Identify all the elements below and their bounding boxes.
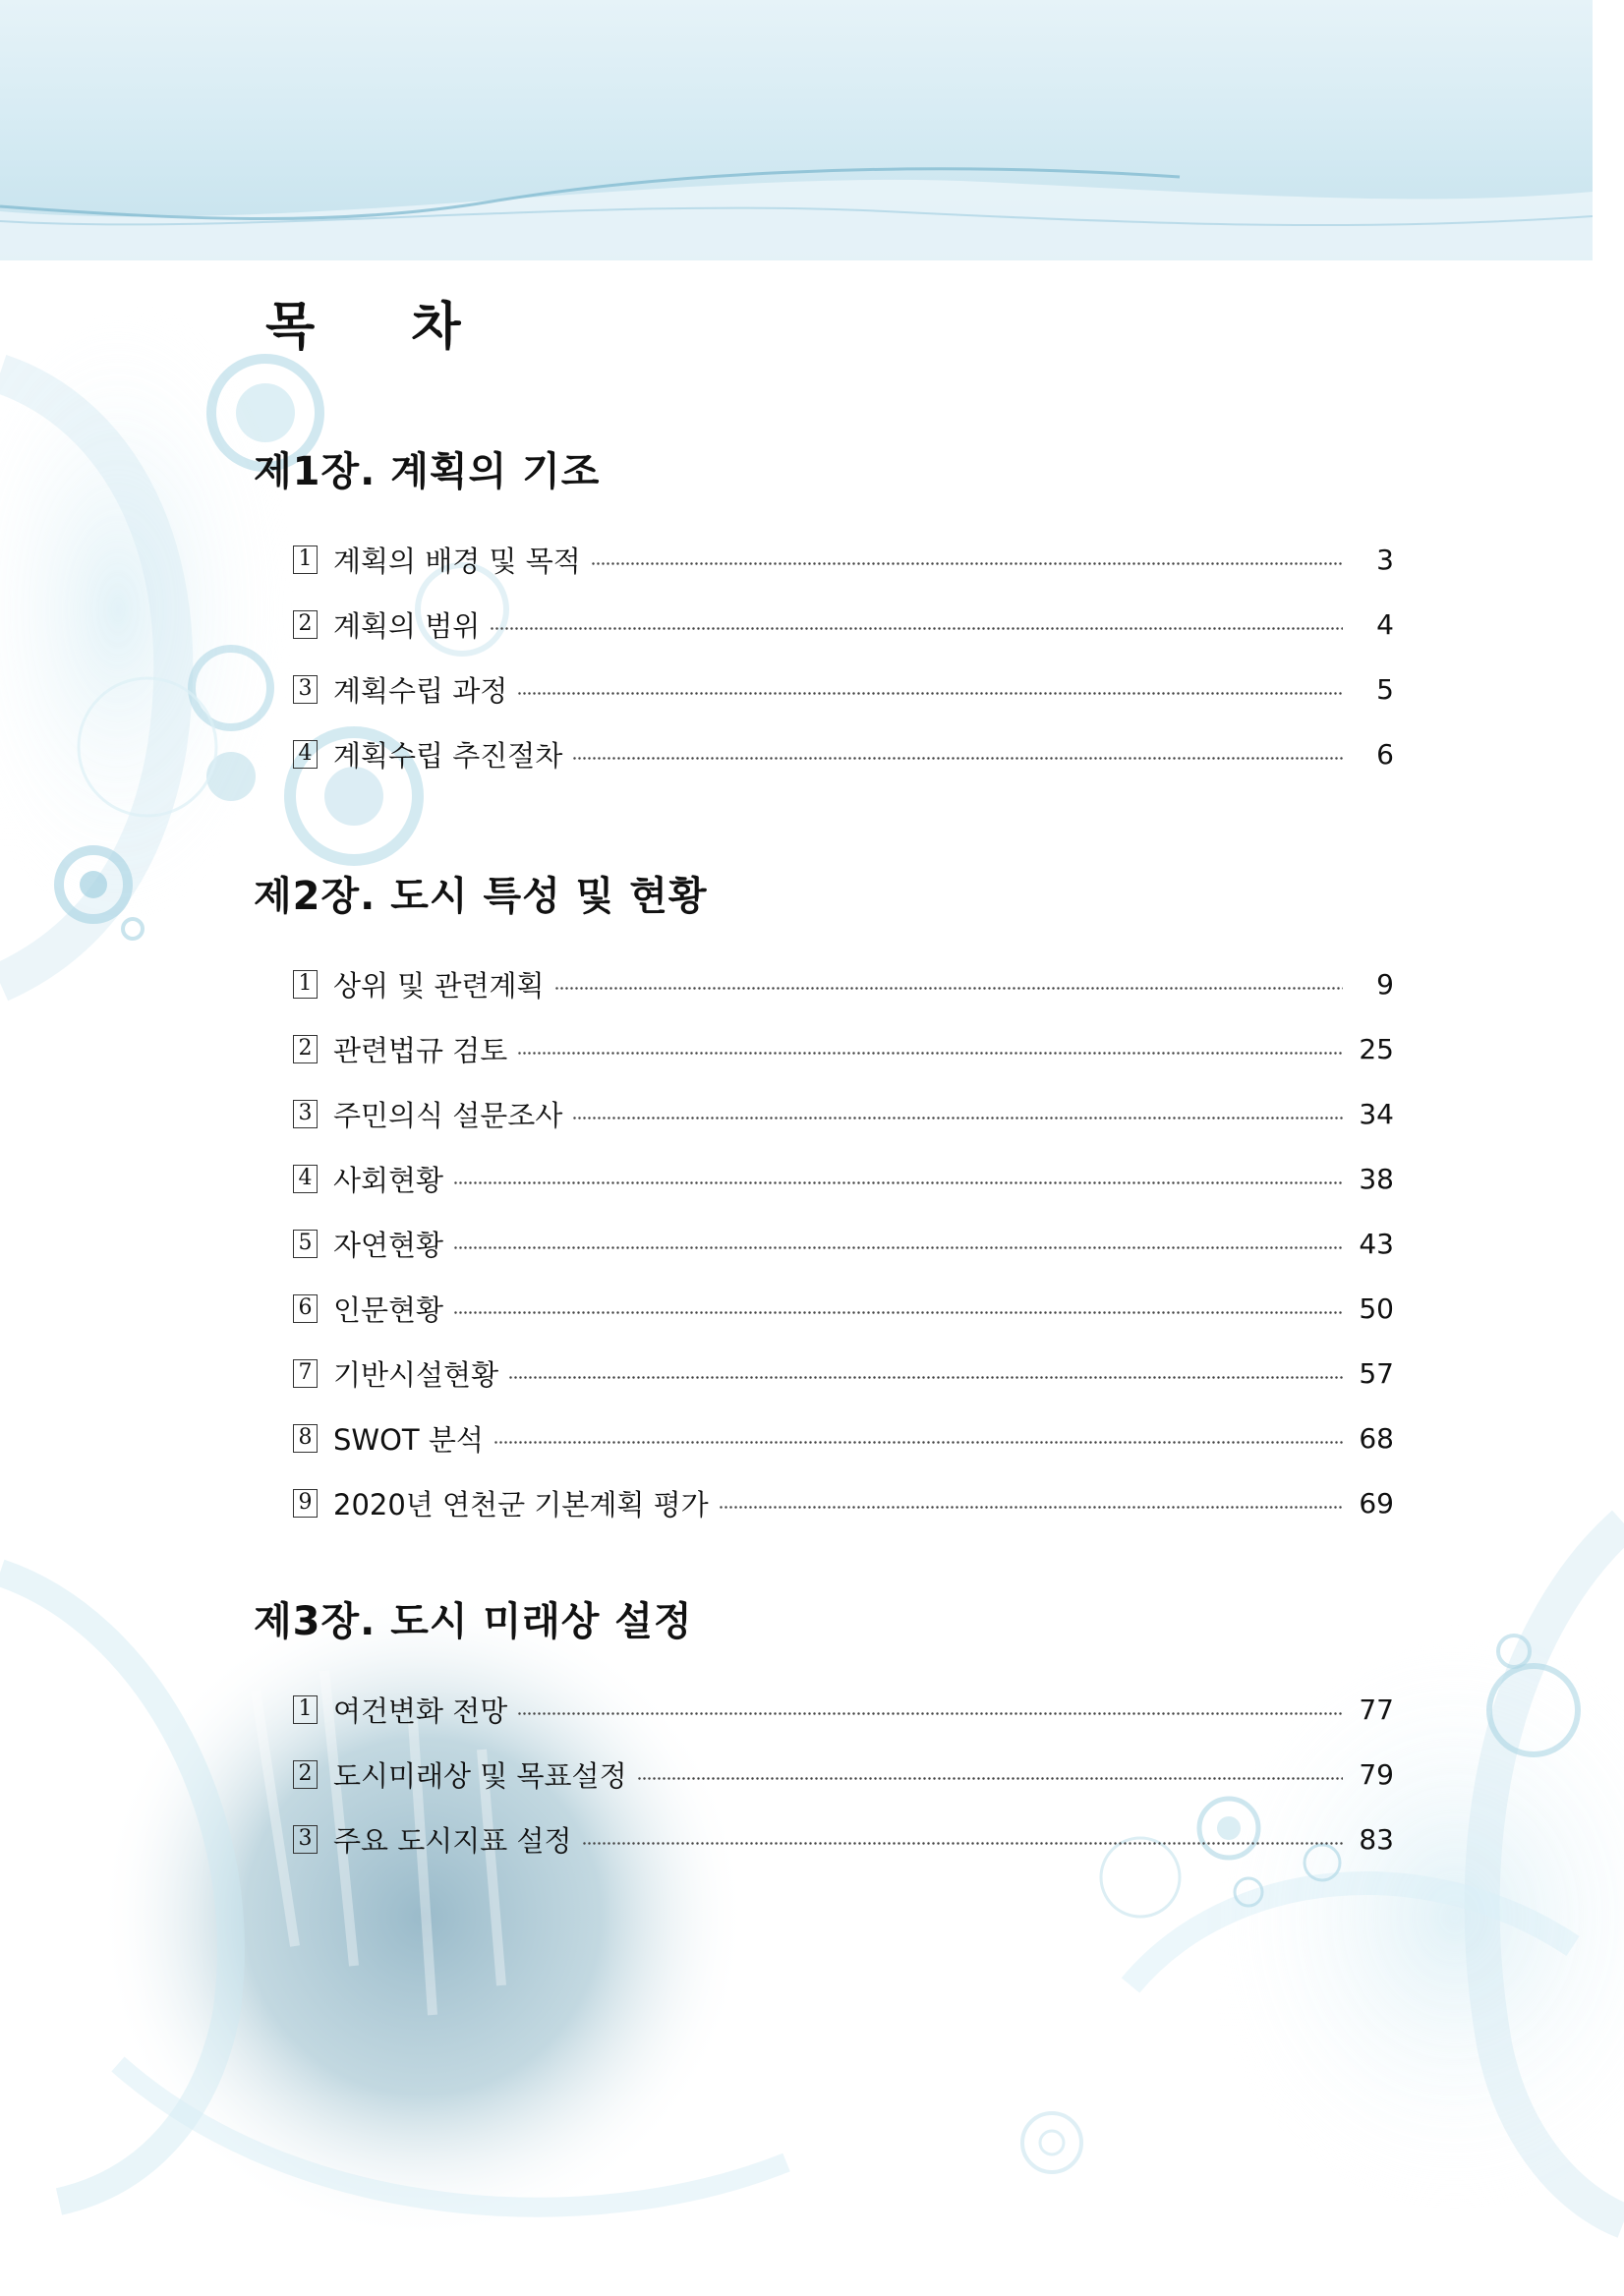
item-number-box: 2 xyxy=(293,1035,318,1063)
item-number-box: 8 xyxy=(293,1424,318,1453)
item-number-box: 7 xyxy=(293,1359,318,1388)
toc-entry[interactable] xyxy=(293,657,1394,721)
toc-entry[interactable] xyxy=(293,592,1394,657)
toc-entry-label: 인문현황 xyxy=(333,1292,444,1327)
dot-leader xyxy=(453,1246,1343,1249)
chapter-title: 제1장. 계획의 기조 xyxy=(254,449,601,494)
toc-entry-page: 50 xyxy=(1359,1292,1394,1325)
toc-entry[interactable] xyxy=(293,1807,1394,1871)
toc-entry-label: 주민의식 설문조사 xyxy=(333,1098,563,1132)
dot-leader xyxy=(719,1506,1343,1509)
toc-entry-label: 관련법규 검토 xyxy=(333,1033,508,1067)
dot-leader xyxy=(517,692,1343,695)
dot-leader xyxy=(453,1311,1343,1314)
toc-entry-page: 69 xyxy=(1359,1486,1394,1520)
toc-entry[interactable] xyxy=(293,1081,1394,1146)
item-number-box: 9 xyxy=(293,1489,318,1518)
toc-entry-page: 83 xyxy=(1359,1822,1394,1856)
dot-leader xyxy=(591,562,1343,565)
toc-entry-page: 5 xyxy=(1376,672,1394,706)
toc-entry-label: 상위 및 관련계획 xyxy=(333,968,545,1003)
toc-entry-page: 79 xyxy=(1359,1757,1394,1791)
toc-entry-page: 57 xyxy=(1359,1356,1394,1390)
toc-entry-label: 도시미래상 및 목표설정 xyxy=(333,1758,627,1793)
dot-leader xyxy=(572,757,1343,760)
toc-entry-page: 43 xyxy=(1359,1227,1394,1260)
item-number-box: 3 xyxy=(293,1825,318,1854)
toc-entry[interactable] xyxy=(293,527,1394,592)
item-number-box: 3 xyxy=(293,675,318,704)
chapter-1 xyxy=(254,442,1394,786)
toc-entry-page: 3 xyxy=(1376,543,1394,576)
item-number-box: 4 xyxy=(293,740,318,769)
toc-entry-label: 2020년 연천군 기본계획 평가 xyxy=(333,1487,709,1521)
item-number-box: 1 xyxy=(293,1695,318,1724)
toc-entry[interactable] xyxy=(293,1276,1394,1341)
dot-leader xyxy=(453,1181,1343,1184)
toc-entry-page: 6 xyxy=(1376,737,1394,771)
toc-entry-page: 34 xyxy=(1359,1097,1394,1130)
toc-entry-label: 계획의 범위 xyxy=(333,608,481,643)
toc-entry[interactable] xyxy=(293,1146,1394,1211)
toc-entry-label: SWOT 분석 xyxy=(333,1422,484,1457)
dot-leader xyxy=(517,1712,1343,1715)
toc-entry-page: 4 xyxy=(1376,607,1394,641)
chapter-2 xyxy=(254,867,1394,1535)
item-number-box: 3 xyxy=(293,1100,318,1128)
toc-entry-label: 여건변화 전망 xyxy=(333,1693,508,1728)
toc-entry-page: 68 xyxy=(1359,1421,1394,1455)
dot-leader xyxy=(582,1842,1343,1845)
item-number-box: 5 xyxy=(293,1230,318,1258)
toc-entry-label: 계획수립 추진절차 xyxy=(333,738,563,773)
toc-entry[interactable] xyxy=(293,1677,1394,1742)
dot-leader xyxy=(508,1376,1343,1379)
item-number-box: 2 xyxy=(293,610,318,639)
toc-entry[interactable] xyxy=(293,951,1394,1016)
toc-entry-label: 자연현황 xyxy=(333,1228,444,1262)
dot-leader xyxy=(572,1117,1343,1119)
toc-entry-page: 9 xyxy=(1376,967,1394,1001)
toc-entry-label: 계획수립 과정 xyxy=(333,673,508,708)
toc-entry[interactable] xyxy=(293,1211,1394,1276)
toc-entry-label: 주요 도시지표 설정 xyxy=(333,1823,572,1858)
chapter-title: 제2장. 도시 특성 및 현황 xyxy=(254,874,708,919)
chapter-title: 제3장. 도시 미래상 설정 xyxy=(254,1599,693,1644)
toc-entry-page: 77 xyxy=(1359,1693,1394,1726)
toc-entry[interactable] xyxy=(293,1742,1394,1807)
toc-entry-label: 사회현황 xyxy=(333,1163,444,1197)
toc-entry[interactable] xyxy=(293,1341,1394,1406)
toc-entry-page: 38 xyxy=(1359,1162,1394,1195)
toc-entry-page: 25 xyxy=(1359,1032,1394,1065)
dot-leader xyxy=(554,987,1343,990)
item-number-box: 1 xyxy=(293,545,318,574)
item-number-box: 2 xyxy=(293,1760,318,1789)
dot-leader xyxy=(493,1441,1343,1444)
toc-entry[interactable] xyxy=(293,721,1394,786)
dot-leader xyxy=(517,1052,1343,1055)
dot-leader xyxy=(490,627,1343,630)
dot-leader xyxy=(637,1777,1343,1780)
item-number-box: 4 xyxy=(293,1165,318,1193)
toc-entry[interactable] xyxy=(293,1016,1394,1081)
item-number-box: 1 xyxy=(293,970,318,999)
toc-entry[interactable] xyxy=(293,1406,1394,1470)
toc-entry-label: 계획의 배경 및 목적 xyxy=(333,544,581,578)
toc-entry-label: 기반시설현황 xyxy=(333,1357,499,1392)
chapter-3 xyxy=(254,1592,1394,1871)
toc-entry[interactable] xyxy=(293,1470,1394,1535)
item-number-box: 6 xyxy=(293,1294,318,1323)
page-title: 목 차 xyxy=(265,298,500,357)
